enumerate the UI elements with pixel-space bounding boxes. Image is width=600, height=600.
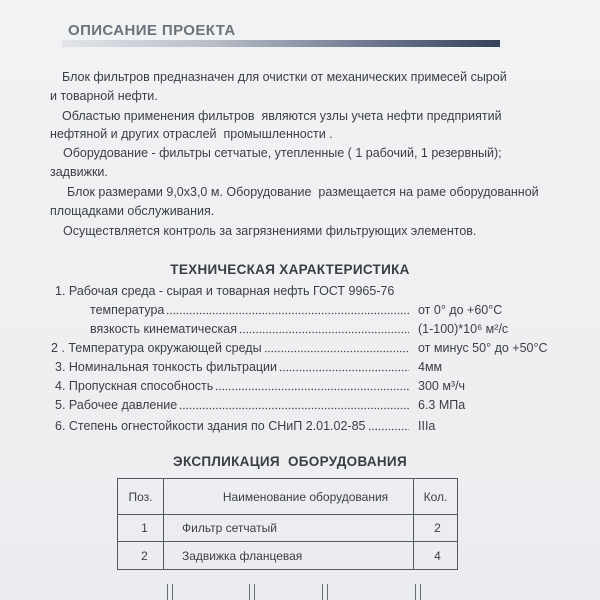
tech-item-value: IIIа bbox=[418, 419, 436, 433]
drawing-fragment-line bbox=[420, 584, 421, 600]
tech-item-label: 3. Номинальная тонкость фильтрации bbox=[55, 360, 278, 374]
tech-item-label: 2 . Температура окружающей среды bbox=[51, 341, 262, 355]
drawing-fragment-line bbox=[322, 584, 323, 600]
page-title: ОПИСАНИЕ ПРОЕКТА bbox=[68, 22, 236, 39]
tech-section-title: ТЕХНИЧЕСКАЯ ХАРАКТЕРИСТИКА bbox=[170, 262, 410, 277]
description-line: Оборудование - фильтры сетчатые, утепленные ( 1 рабочий, 1 резервный); bbox=[63, 146, 502, 160]
leader-dots bbox=[368, 428, 410, 431]
leader-dots bbox=[264, 350, 409, 353]
table-row bbox=[118, 542, 458, 570]
drawing-fragment-line bbox=[249, 584, 250, 600]
table-header-row bbox=[118, 479, 458, 515]
table-row bbox=[118, 515, 458, 542]
tech-item-value: от 0° до +60°С bbox=[418, 303, 503, 317]
tech-item bbox=[55, 419, 410, 434]
tech-item bbox=[55, 398, 410, 413]
tech-item-label: температура bbox=[90, 303, 165, 317]
table-header-name: Наименование оборудования bbox=[164, 479, 414, 515]
tech-item bbox=[90, 322, 410, 337]
description-line: площадками обслуживания. bbox=[50, 204, 215, 218]
description-line: Блок размерами 9,0х3,0 м. Оборудование размещается на раме оборудованной bbox=[67, 185, 539, 199]
tech-item-label: вязкость кинематическая bbox=[90, 322, 237, 336]
description-line: и товарной нефти. bbox=[50, 89, 158, 103]
tech-item-value: от минус 50° до +50°С bbox=[418, 341, 548, 355]
description-line: Областью применения фильтров являются узлы учета нефти предприятий bbox=[62, 109, 502, 123]
leader-dots bbox=[166, 312, 409, 315]
leader-dots bbox=[239, 331, 409, 334]
description-line: Блок фильтров предназначен для очистки от механических примесей сырой bbox=[62, 70, 507, 84]
drawing-fragment-line bbox=[167, 584, 168, 600]
tech-item-value: 300 м³/ч bbox=[418, 379, 466, 393]
equipment-table bbox=[117, 478, 458, 570]
drawing-fragment-line bbox=[254, 584, 255, 600]
title-underline-bar bbox=[62, 40, 500, 47]
tech-item bbox=[55, 360, 410, 375]
table-header-qty: Кол. bbox=[414, 479, 458, 515]
drawing-fragment-line bbox=[415, 584, 416, 600]
description-line: Осуществляется контроль за загрязнениями фильтрующих элементов. bbox=[63, 224, 477, 238]
table-cell-qty: 4 bbox=[414, 542, 458, 570]
table-cell-name: Фильтр сетчатый bbox=[164, 515, 414, 542]
tech-item bbox=[51, 341, 410, 356]
tech-item-label: 6. Степень огнестойкости здания по СНиП 2.01.02-85 bbox=[55, 419, 366, 433]
tech-item bbox=[55, 284, 415, 299]
drawing-fragment-line bbox=[172, 584, 173, 600]
tech-item-value: (1-100)*10⁶ м²/с bbox=[418, 322, 509, 336]
tech-item-value: 4мм bbox=[418, 360, 443, 374]
leader-dots bbox=[279, 369, 409, 372]
description-line: нефтяной и других отраслей промышленности . bbox=[50, 127, 333, 141]
table-cell-name: Задвижка фланцевая bbox=[164, 542, 414, 570]
tech-item bbox=[55, 379, 410, 394]
tech-item-label: 5. Рабочее давление bbox=[55, 398, 178, 412]
drawing-fragment-line bbox=[327, 584, 328, 600]
table-header-pos: Поз. bbox=[118, 479, 164, 515]
leader-dots bbox=[179, 407, 409, 410]
table-cell-pos: 2 bbox=[118, 542, 164, 570]
explication-section-title: ЭКСПЛИКАЦИЯ ОБОРУДОВАНИЯ bbox=[173, 454, 407, 469]
table-cell-pos: 1 bbox=[118, 515, 164, 542]
leader-dots bbox=[215, 388, 409, 391]
tech-item-label: 1. Рабочая среда - сырая и товарная нефть ГОСТ 9965-76 bbox=[55, 284, 395, 298]
tech-item-value: 6.3 МПа bbox=[418, 398, 466, 412]
tech-item bbox=[90, 303, 410, 318]
description-line: задвижки. bbox=[50, 165, 108, 179]
table-cell-qty: 2 bbox=[414, 515, 458, 542]
tech-item-label: 4. Пропускная способность bbox=[55, 379, 214, 393]
